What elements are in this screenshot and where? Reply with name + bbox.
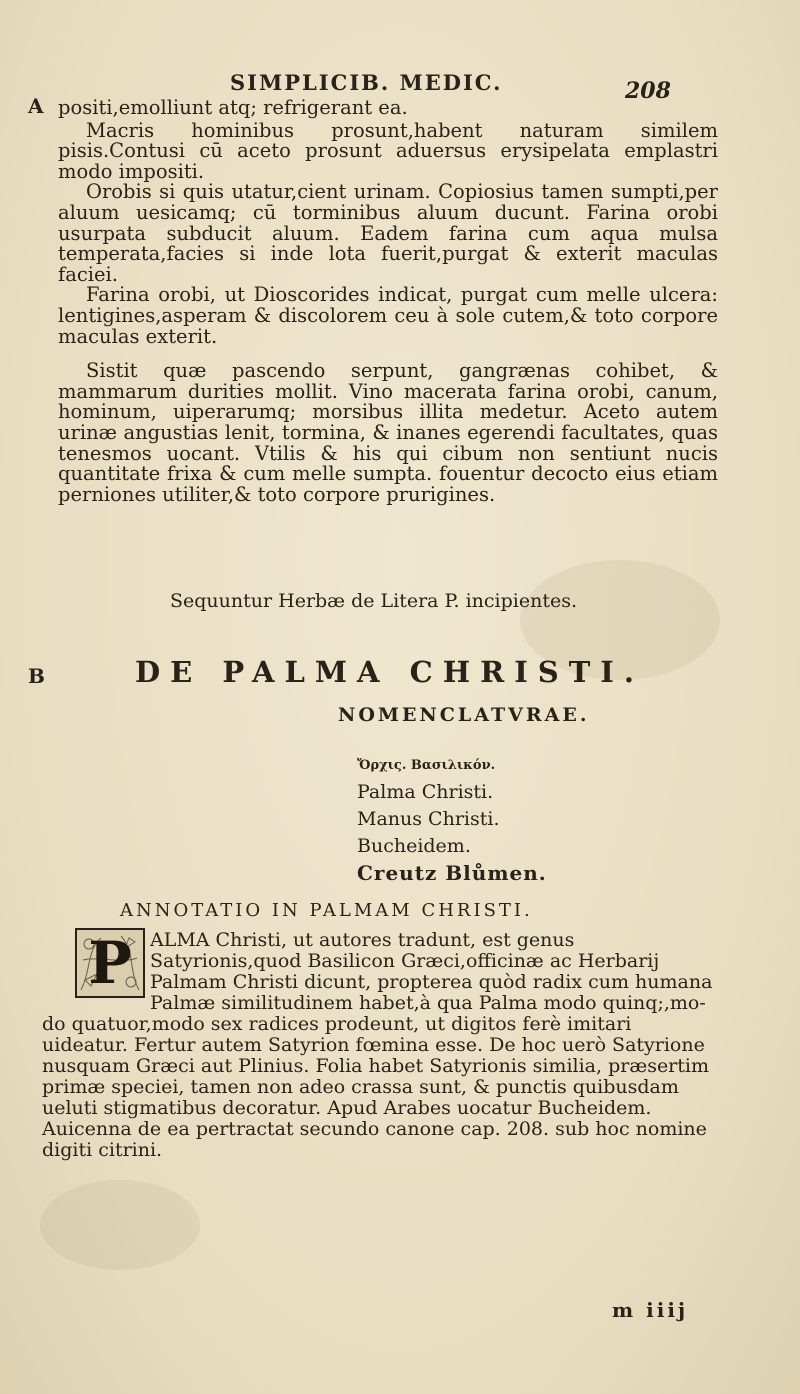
annotation-first-lines: ALMA Christi, ut autores tradunt, est genus Satyrionis,quod Basilicon Græci,officinæ ac Herbarij Palmam Christi dicunt, propterea quòd radix cum humana Palmæ similitudinem habet,à qua Palma modo quinq;,mo- — [150, 929, 713, 1014]
page-number: 208 — [625, 78, 671, 104]
annotation-heading: ANNOTATIO IN PALMAM CHRISTI. — [120, 900, 533, 921]
running-head: SIMPLICIB. MEDIC. — [230, 70, 503, 95]
margin-letter-a: A — [28, 94, 44, 118]
decorated-initial — [75, 928, 145, 998]
paper-stain — [40, 1180, 200, 1270]
top-text-block — [58, 98, 718, 505]
nomenclature-heading: NOMENCLATVRAE. — [338, 704, 590, 726]
name-latin-manus: Manus Christi. — [357, 808, 500, 830]
name-greek: Ὄρχις. Βασιλικόν. — [357, 758, 496, 773]
name-german: Creutz Blůmen. — [357, 861, 547, 885]
section-transition: Sequuntur Herbæ de Litera P. incipientes. — [170, 590, 577, 612]
signature-mark: m iiij — [612, 1298, 689, 1322]
paragraph-sistit: Sistit quæ pascendo serpunt, gangrænas cohibet, & mammarum durities mollit. Vino macerata farina orobi, canum, hominum, uiperarumq; morsibus illita medetur. Aceto autem urinæ angustias lenit, tormina, & inanes egerendi facultates, quas tenesmos uocant. Vtilis & his qui cibum non sentiunt nucis quantitate frixa & cum melle sumpta. fouentur decocto eius etiam perniones utiliter,& toto corpore prurigines. — [58, 359, 718, 506]
chapter-title: DE PALMA CHRISTI. — [135, 655, 644, 689]
annotation-body: do quatuor,modo sex radices prodeunt, ut digitos ferè imitari uideatur. Fertur autem Satyrion fœmina esse. De hoc uerò Satyrione nusquam Græci aut Plinius. Folia habet Satyrionis similia, præsertim primæ speciei, tamen non adeo crassa sunt, & punctis quibusdam ueluti stigmatibus decoratur. Apud Arabes uocatur Bucheidem. Auicenna de ea pertractat secundo canone cap. 208. sub hoc nomine digiti citrini. — [42, 1013, 709, 1161]
paragraph-macris: Macris hominibus prosunt,habent naturam similem pisis.Contusi cū aceto prosunt aduersus erysipelata emplastri modo impositi. — [58, 118, 718, 183]
continuation-line: positi,emolliunt atq; refrigerant ea. — [58, 96, 408, 119]
paragraph-farina: Farina orobi, ut Dioscorides indicat, purgat cum melle ulcera: lentigines,asperam & discolorem ceu à sole cutem,& toto corpore maculas exterit. — [58, 283, 718, 348]
paragraph-orobis: Orobis si quis utatur,cient urinam. Copiosius tamen sumpti,per aluum uesicamq; cū torminibus aluum ducunt. Farina orobi usurpata subducit aluum. Eadem farina cum aqua mulsa temperata,facies si inde lota fuerit,purgat & exterit maculas faciei. — [58, 180, 718, 286]
name-arabic: Bucheidem. — [357, 835, 471, 857]
nomenclature-list — [357, 752, 547, 887]
initial-letter: P — [88, 929, 132, 997]
margin-letter-b: B — [28, 664, 45, 688]
name-latin-palma: Palma Christi. — [357, 781, 494, 803]
